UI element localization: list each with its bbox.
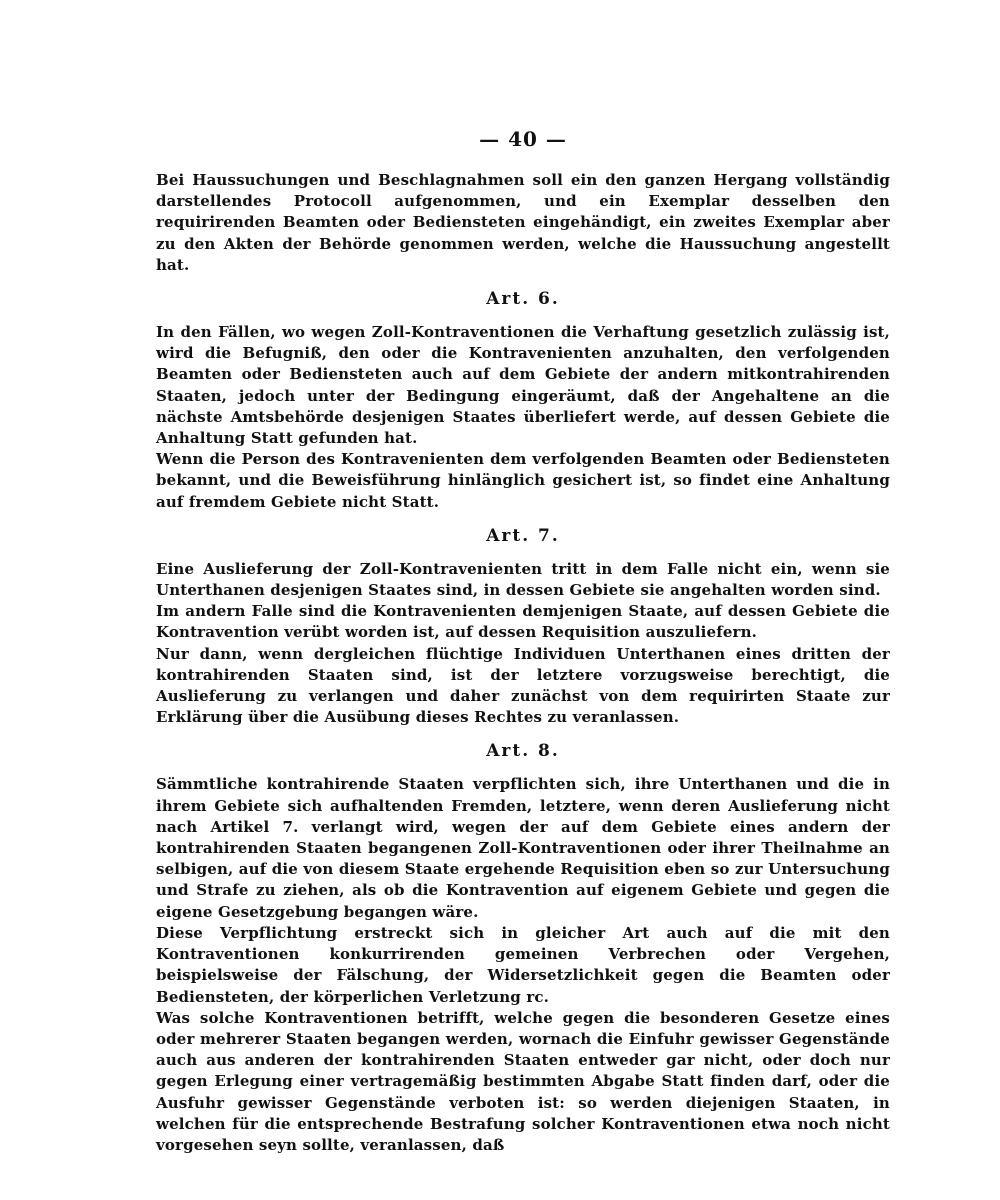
article-paragraph: In den Fällen, wo wegen Zoll-Kontraventionen die Verhaftung gesetzlich zulässig ist, wird die Befugniß, den oder die Kontravenienten anzuhalten, den verfolgenden Beamten oder Bediensteten auch auf dem Gebiete der andern mitkontrahirenden Staaten, jedoch unter der Bedingung eingeräumt, daß der Angehaltene an die nächste Amtsbehörde desjenigen Staates überliefert werde, auf dessen Gebiete die Anhaltung Statt gefunden hat.	[156, 323, 890, 448]
article-heading: Art. 8.	[486, 741, 560, 762]
article-paragraph: Sämmtliche kontrahirende Staaten verpflichten sich, ihre Unterthanen und die in ihrem Gebiete sich aufhaltenden Fremden, letztere, wenn deren Auslieferung nicht nach Artikel 7. verlangt wird, wegen der auf dem Gebiete eines andern der kontrahirenden Staaten begangenen Zoll-Kontraventionen oder ihrer Theilnahme an selbigen, auf die von diesem Staate ergehende Requisition eben so zur Untersuchung und Strafe zu ziehen, als ob die Kontravention auf eigenem Gebiete und gegen die eigene Gesetzgebung begangen wäre.	[156, 775, 890, 921]
article-8	[156, 740, 890, 1156]
article-7	[156, 525, 890, 729]
article-paragraph: Im andern Falle sind die Kontravenienten demjenigen Staate, auf dessen Gebiete die Kontravention verübt worden ist, auf dessen Requisition auszuliefern.	[156, 602, 890, 642]
article-paragraph: Wenn die Person des Kontravenienten dem verfolgenden Beamten oder Bediensteten bekannt, und die Beweisführung hinlänglich gesichert ist, so findet eine Anhaltung auf fremdem Gebiete nicht Statt.	[156, 450, 890, 511]
article-paragraph: Diese Verpflichtung erstreckt sich in gleicher Art auch auf die mit den Kontraventionen konkurrirenden gemeinen Verbrechen oder Vergehen, beispielsweise der Fälschung, der Widersetzlichkeit gegen die Beamten oder Bediensteten, der körperlichen Verletzung rc.	[156, 923, 890, 1006]
article-heading: Art. 7.	[486, 525, 560, 546]
page-number: — 40 —	[479, 127, 567, 151]
article-heading: Art. 6.	[486, 289, 560, 310]
article-paragraph: Was solche Kontraventionen betrifft, welche gegen die besonderen Gesetze eines oder mehrerer Staaten begangen werden, wornach die Einfuhr gewisser Gegenstände auch aus anderen der kontrahirenden Staaten entweder gar nicht, oder doch nur gegen Erlegung einer vertragemäßig bestimmten Abgabe Statt finden darf, oder die Ausfuhr gewisser Gegenstände verboten ist: so werden diejenigen Staaten, in welchen für die entsprechende Bestrafung solcher Kontraventionen etwa noch nicht vorgesehen seyn sollte, veranlassen, daß	[156, 1008, 890, 1154]
article-paragraph: Nur dann, wenn dergleichen flüchtige Individuen Unterthanen eines dritten der kontrahirenden Staaten sind, ist der letztere vorzugsweise berechtigt, die Auslieferung zu verlangen und daher zunächst von dem requirirten Staate zur Erklärung über die Ausübung dieses Rechtes zu veranlassen.	[156, 644, 890, 727]
article-6	[156, 288, 890, 513]
article-paragraph: Eine Auslieferung der Zoll-Kontravenienten tritt in dem Falle nicht ein, wenn sie Unterthanen desjenigen Staates sind, in dessen Gebiete sie angehalten worden sind.	[156, 559, 890, 600]
intro-paragraph: Bei Haussuchungen und Beschlagnahmen soll ein den ganzen Hergang vollständig darstellendes Protocoll aufgenommen, und ein Exemplar desselben den requirirenden Beamten oder Bediensteten eingehändigt, ein zweites Exemplar aber zu den Akten der Behörde genommen werden, welche die Haussuchung angestellt hat.	[156, 171, 890, 274]
